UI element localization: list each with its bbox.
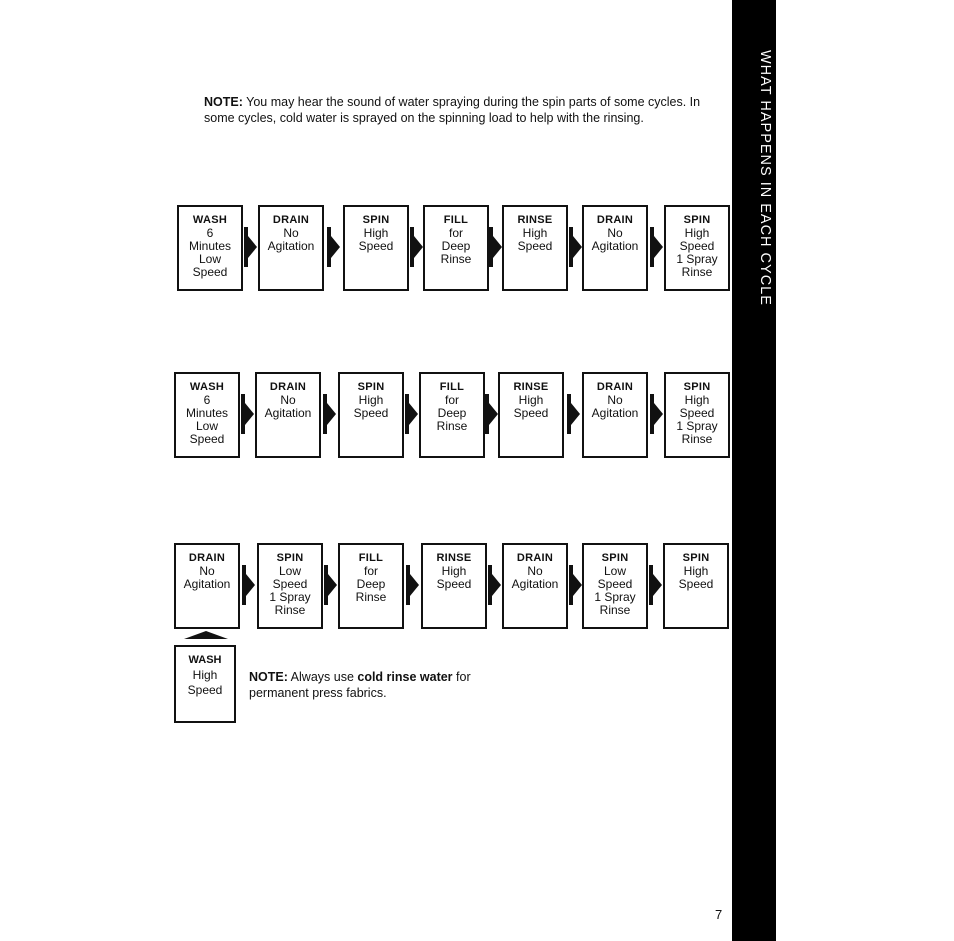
cycle-step-line: DRAIN [272,214,310,226]
arrow-right-icon [331,236,340,258]
cycle-step-line: Speed [358,239,394,253]
cycle-step-box [258,205,324,291]
cycle-step-line: RINSE [513,381,549,393]
note-bottom-post: for permanent press fabrics. [249,669,471,700]
wash-box-line: Speed [187,683,223,697]
cycle-step-line: RINSE [517,214,553,226]
cycle-step-line: Agitation [511,577,559,591]
cycle-step-box [177,205,243,291]
cycle-step-line: High [358,393,384,407]
cycle-step-line: Speed [192,265,228,279]
cycle-step-line: Speed [679,239,715,253]
cycle-step-line: SPIN [682,552,710,564]
cycle-step-box [421,543,487,629]
note-top-text: You may hear the sound of water spraying during the spin parts of some cycles. In some cycles, cold water is sprayed on the spinning load to help with the rinsing. [204,94,701,125]
cycle-step-line: Rinse [355,590,387,604]
cycle-step-line: 6 [203,393,211,407]
cycle-step-box [338,543,404,629]
cycle-step-box [582,543,648,629]
cycle-step-box [343,205,409,291]
cycle-step-line: FILL [439,381,465,393]
cycle-step-line: 1 Spray [676,252,718,266]
note-top-label: NOTE: [204,94,243,109]
cycle-step-box [664,372,730,458]
cycle-step-line: FILL [443,214,469,226]
arrow-right-icon [653,574,662,596]
cycle-step-box [255,372,321,458]
cycle-step-line: SPIN [276,552,304,564]
cycle-step-line: Rinse [436,419,468,433]
cycle-step-line: High [522,226,548,240]
arrow-right-icon [410,574,419,596]
cycle-step-line: High [684,393,710,407]
note-bottom [249,669,519,701]
cycle-step-line: Agitation [183,577,231,591]
cycle-step-line: DRAIN [269,381,307,393]
arrow-right-icon [493,236,502,258]
wash-high-speed-box [174,645,236,723]
cycle-step-box [502,205,568,291]
arrow-right-icon [409,403,418,425]
cycle-step-line: Speed [513,406,549,420]
cycle-step-line: WASH [189,381,225,393]
cycle-step-line: SPIN [683,214,711,226]
note-bottom-pre: Always use [287,669,358,684]
cycle-step-line: Rinse [681,265,713,279]
cycle-step-line: for [444,393,459,407]
cycle-step-line: No [280,393,296,407]
cycle-step-line: Deep [356,577,386,591]
cycle-step-line: Low [198,252,221,266]
cycle-step-line: No [607,226,623,240]
cycle-step-line: Low [195,419,218,433]
cycle-step-line: Speed [517,239,553,253]
cycle-step-line: Agitation [591,406,639,420]
cycle-step-line: DRAIN [188,552,226,564]
cycle-step-line: 1 Spray [269,590,311,604]
arrow-right-icon [654,403,663,425]
cycle-step-box [502,543,568,629]
cycle-step-line: No [199,564,215,578]
arrow-right-icon [327,403,336,425]
cycle-step-line: No [283,226,299,240]
cycle-step-line: 1 Spray [594,590,636,604]
cycle-step-line: RINSE [436,552,472,564]
cycle-step-line: Low [278,564,301,578]
cycle-step-line: DRAIN [596,381,634,393]
cycle-step-box [174,372,240,458]
cycle-step-line: Deep [441,239,471,253]
cycle-step-line: High [684,226,710,240]
cycle-step-line: High [363,226,389,240]
arrow-right-icon [489,403,498,425]
cycle-step-box [664,205,730,291]
cycle-step-box [582,205,648,291]
cycle-step-line: No [527,564,543,578]
cycle-step-line: High [518,393,544,407]
cycle-step-line: Rinse [274,603,306,617]
cycle-step-line: Speed [353,406,389,420]
cycle-step-line: SPIN [601,552,629,564]
cycle-step-box [423,205,489,291]
cycle-step-line: Minutes [188,239,232,253]
arrow-right-icon [571,403,580,425]
cycle-step-line: for [363,564,378,578]
cycle-step-line: Speed [436,577,472,591]
up-arrow-icon [184,631,228,639]
wash-box-line: High [192,668,218,682]
cycle-step-line: Speed [678,577,714,591]
arrow-right-icon [573,574,582,596]
cycle-step-line: WASH [192,214,228,226]
cycle-step-box [338,372,404,458]
cycle-step-line: Speed [679,406,715,420]
cycle-step-line: Agitation [267,239,315,253]
cycle-step-line: Rinse [599,603,631,617]
cycle-step-line: Minutes [185,406,229,420]
cycle-step-line: Speed [597,577,633,591]
cycle-step-line: 1 Spray [676,419,718,433]
side-tab-label: WHAT HAPPENS IN EACH CYCLE [757,50,773,306]
cycle-step-line: SPIN [362,214,390,226]
arrow-right-icon [245,403,254,425]
cycle-step-line: Rinse [440,252,472,266]
cycle-step-line: Agitation [264,406,312,420]
cycle-step-line: Rinse [681,432,713,446]
note-bottom-bold: cold rinse water [357,669,453,684]
cycle-step-line: Low [603,564,626,578]
cycle-step-line: SPIN [683,381,711,393]
page-number: 7 [715,907,723,922]
note-bottom-label: NOTE: [249,669,288,684]
arrow-right-icon [654,236,663,258]
cycle-step-box [419,372,485,458]
cycle-step-line: No [607,393,623,407]
cycle-step-line: FILL [358,552,384,564]
cycle-step-line: Deep [437,406,467,420]
cycle-step-line: Agitation [591,239,639,253]
cycle-step-line: High [441,564,467,578]
cycle-step-box [174,543,240,629]
cycle-step-box [257,543,323,629]
cycle-step-line: High [683,564,709,578]
cycle-step-line: Speed [189,432,225,446]
arrow-right-icon [246,574,255,596]
cycle-step-line: DRAIN [516,552,554,564]
note-top [204,94,734,126]
arrow-right-icon [328,574,337,596]
wash-box-line: WASH [188,654,222,666]
cycle-step-line: for [448,226,463,240]
arrow-right-icon [573,236,582,258]
cycle-step-box [498,372,564,458]
cycle-step-line: SPIN [357,381,385,393]
cycle-step-line: 6 [206,226,214,240]
cycle-step-box [663,543,729,629]
arrow-right-icon [414,236,423,258]
cycle-step-line: Speed [272,577,308,591]
cycle-step-box [582,372,648,458]
arrow-right-icon [492,574,501,596]
cycle-step-line: DRAIN [596,214,634,226]
arrow-right-icon [248,236,257,258]
